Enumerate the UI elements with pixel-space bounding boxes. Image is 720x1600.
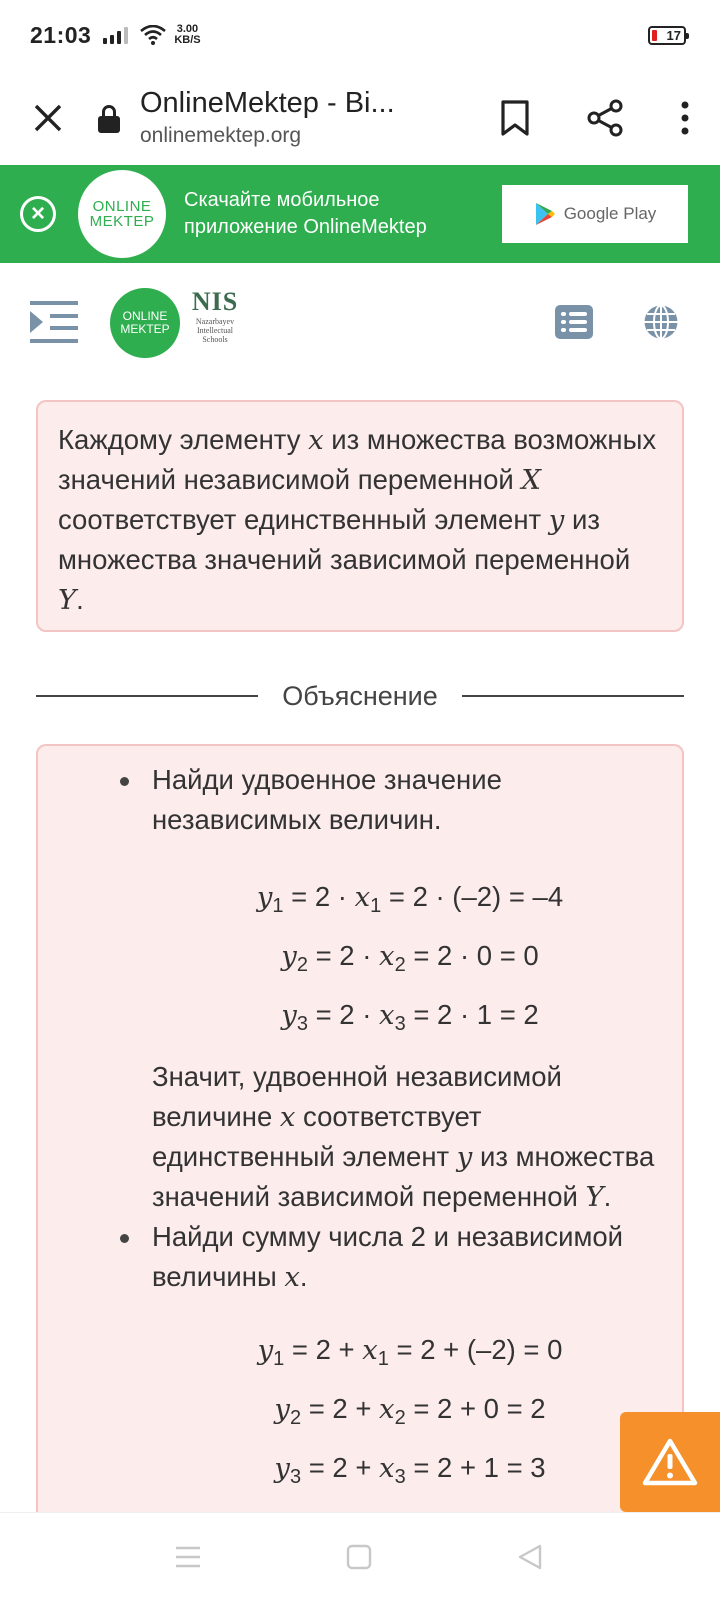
status-time: 21:03	[30, 21, 92, 48]
equation	[58, 1439, 662, 1498]
math-var: y	[281, 940, 297, 972]
globe-icon[interactable]	[642, 303, 680, 341]
definition-text	[58, 420, 662, 620]
banner-text: Скачайте мобильное приложение OnlineMektep	[184, 189, 427, 238]
math-var: y	[256, 881, 273, 913]
wifi-icon	[140, 25, 166, 45]
back-button[interactable]	[508, 1535, 552, 1579]
close-icon	[33, 103, 63, 133]
bookmark-icon	[500, 99, 530, 137]
back-triangle-icon	[517, 1543, 543, 1571]
nis-sub3: Schools	[202, 335, 228, 344]
text-fragment: = 2 + 0 = 2	[405, 1393, 546, 1424]
text-fragment: Значит, удвоенной независимой величине	[152, 1061, 562, 1132]
text-fragment: = 2 ·	[307, 999, 380, 1030]
math-subscript: 2	[289, 1407, 302, 1429]
text-fragment: из множества значений зависимой переменной	[58, 504, 631, 575]
math-var: Y	[58, 584, 77, 616]
bullet-text: Найди удвоенное значение независимых величин.	[152, 764, 502, 835]
share-button[interactable]	[560, 70, 650, 165]
text-fragment: = 2 · 1 = 2	[405, 999, 539, 1030]
google-play-icon	[534, 202, 556, 226]
square-icon	[346, 1544, 372, 1570]
math-subscript: 3	[296, 1013, 308, 1035]
nis-sub1: Nazarbayev	[195, 317, 235, 326]
nis-logo	[183, 287, 247, 357]
google-play-label: Google Play	[563, 204, 657, 223]
math-subscript: 1	[272, 895, 284, 917]
lock-icon[interactable]	[96, 103, 124, 133]
math-var: y	[274, 1452, 290, 1484]
logo-text-line1: ONLINE	[92, 198, 152, 215]
bullet-text: Найди сумму числа 2 и независимой величины	[152, 1221, 624, 1292]
math-var: y	[456, 1141, 473, 1173]
list-item	[58, 760, 662, 840]
close-icon: ×	[30, 200, 45, 227]
nis-title: NIS	[191, 287, 239, 316]
text-fragment: = 2 +	[284, 1334, 363, 1365]
text-fragment: = 2 +	[301, 1393, 380, 1424]
system-navigation-bar	[0, 1512, 720, 1600]
math-var: x	[284, 1261, 300, 1293]
onlinemektep-logo[interactable]	[110, 288, 180, 358]
math-var: Y	[585, 1181, 604, 1213]
equation-block	[58, 868, 662, 1045]
nis-sub2: Intellectual	[197, 326, 233, 335]
math-var: y	[548, 504, 565, 536]
network-speed-unit: KB/S	[174, 34, 201, 46]
text-fragment: соответствует единственный элемент	[152, 1101, 482, 1172]
logo-text-line2: MEKTEP	[89, 213, 155, 230]
math-subscript: 2	[394, 954, 406, 976]
math-var: x	[279, 1101, 296, 1133]
browser-toolbar	[0, 70, 720, 165]
math-var: x	[379, 940, 395, 972]
math-var: x	[362, 1334, 378, 1366]
text-fragment: Каждому элементу	[58, 424, 309, 455]
math-subscript: 3	[394, 1013, 406, 1035]
equation	[58, 868, 662, 927]
text-fragment: соответствует единственный элемент	[58, 504, 549, 535]
explanation-card	[36, 744, 684, 1544]
app-header	[0, 263, 720, 383]
text-fragment: = 2 ·	[283, 881, 355, 912]
equation	[58, 1321, 662, 1380]
menu-indent-icon[interactable]	[30, 299, 80, 345]
math-var: x	[379, 1393, 395, 1425]
more-options-button[interactable]	[650, 70, 720, 165]
signal-icon	[103, 26, 128, 44]
banner-close-button[interactable]	[20, 196, 56, 232]
math-subscript: 2	[394, 1407, 406, 1429]
text-fragment: = 2 +	[301, 1452, 380, 1483]
text-fragment: из множества возможных значений независимой переменной	[58, 424, 657, 495]
text-fragment: = 2 + (–2) = 0	[388, 1334, 563, 1365]
math-subscript: 3	[289, 1466, 302, 1488]
list-icon[interactable]	[555, 305, 593, 339]
text-fragment: = 2 · (–2) = –4	[381, 881, 564, 912]
equation	[58, 1380, 662, 1439]
bullet-dot	[120, 777, 129, 786]
equation-block	[58, 1321, 662, 1498]
recents-button[interactable]	[166, 1535, 210, 1579]
battery-level: 17	[666, 28, 681, 43]
more-vert-icon	[680, 100, 690, 136]
home-button[interactable]	[337, 1535, 381, 1579]
page-title: OnlineMektep - Bi...	[140, 87, 395, 119]
math-var: x	[379, 999, 395, 1031]
onlinemektep-logo	[78, 170, 166, 258]
close-tab-button[interactable]	[0, 70, 96, 165]
math-var: y	[274, 1393, 290, 1425]
text-fragment: из множества значений зависимой переменной	[152, 1141, 655, 1212]
bullet-dot	[120, 1234, 129, 1243]
explanation-divider	[36, 676, 684, 716]
battery-icon	[648, 26, 686, 45]
explanation-paragraph	[58, 1057, 662, 1217]
warning-icon	[642, 1437, 698, 1487]
math-subscript: 1	[377, 1348, 389, 1370]
text-fragment: .	[603, 1181, 612, 1212]
menu-icon	[174, 1545, 202, 1569]
math-subscript: 1	[370, 895, 382, 917]
equation	[58, 927, 662, 986]
logo-text-line2: MEKTEP	[120, 322, 170, 336]
text-fragment: = 2 ·	[307, 940, 380, 971]
math-var: x	[379, 1452, 395, 1484]
google-play-button[interactable]	[502, 185, 688, 243]
network-speed-value: 3.00	[176, 23, 199, 35]
list-item	[58, 1217, 662, 1297]
address-area[interactable]	[140, 87, 470, 148]
app-download-banner	[0, 165, 720, 263]
math-var: y	[281, 999, 297, 1031]
math-subscript: 3	[394, 1466, 406, 1488]
math-subscript: 1	[273, 1348, 285, 1370]
status-bar	[0, 0, 720, 70]
equation	[58, 986, 662, 1045]
definition-card	[36, 400, 684, 632]
math-var: y	[257, 1334, 274, 1366]
text-fragment: .	[299, 1261, 308, 1292]
math-var: x	[354, 881, 371, 913]
text-fragment: = 2 · 0 = 0	[405, 940, 539, 971]
network-speed	[174, 24, 200, 46]
math-var: X	[521, 464, 541, 496]
logo-text-line1: ONLINE	[122, 309, 168, 323]
text-fragment: = 2 + 1 = 3	[405, 1452, 546, 1483]
text-fragment: .	[76, 584, 84, 615]
divider-label: Объяснение	[282, 680, 438, 711]
math-var: x	[308, 424, 324, 456]
report-issue-button[interactable]	[620, 1412, 720, 1512]
page-url: onlinemektep.org	[140, 124, 302, 147]
bookmark-button[interactable]	[470, 70, 560, 165]
share-icon	[585, 98, 625, 138]
math-subscript: 2	[296, 954, 308, 976]
